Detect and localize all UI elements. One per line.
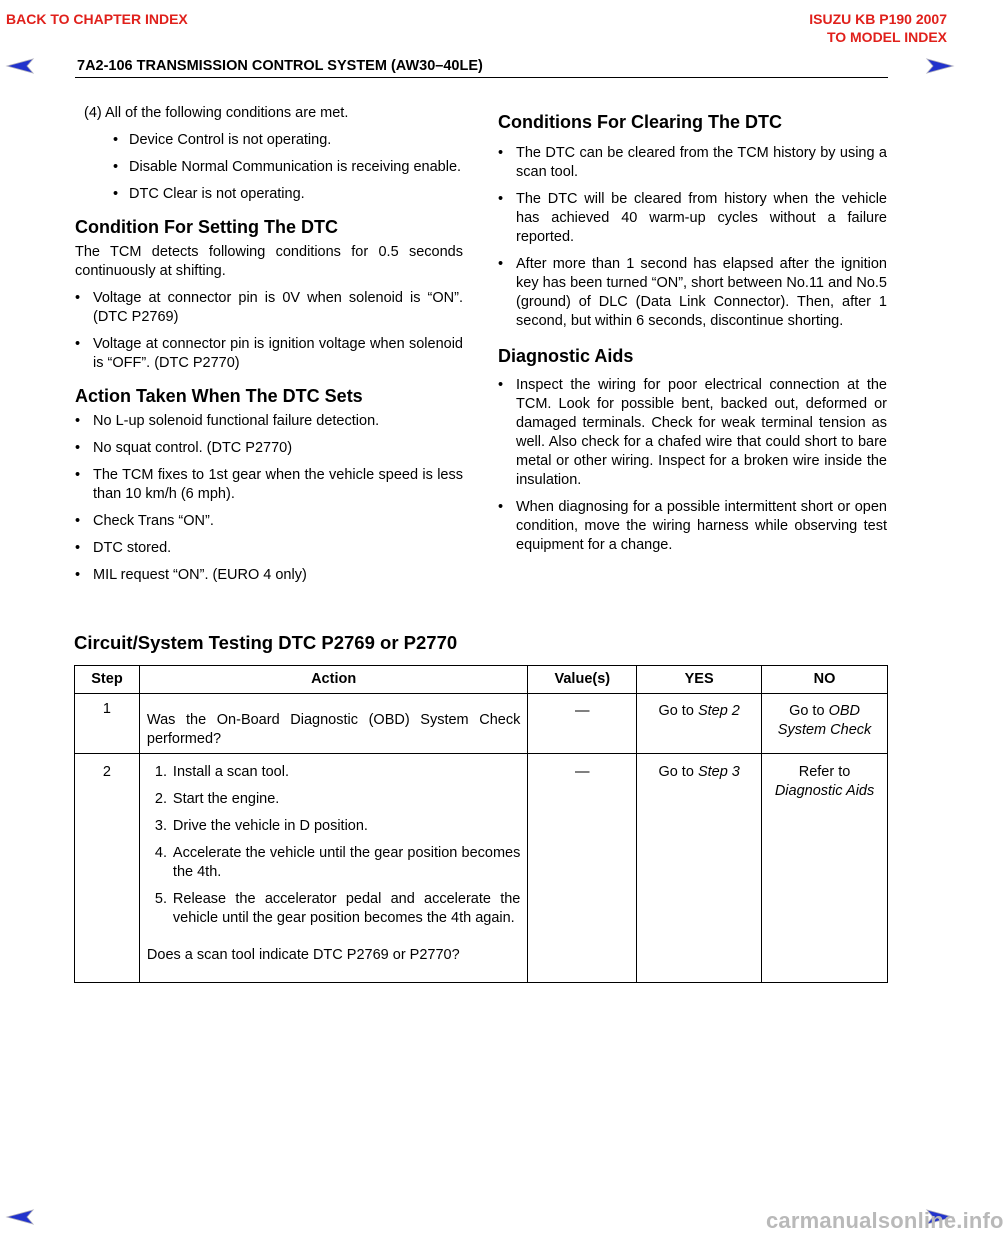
action-bullet: • DTC stored. [75,539,463,558]
aids-bullet: • When diagnosing for a possible intermittent short or open condition, move the wiring harness while observing test equipment for a change. [498,498,887,555]
value-text: — [575,703,590,719]
step-cell [75,694,140,754]
step-number: 2 [102,764,111,780]
to-model-index-link[interactable]: TO MODEL INDEX [826,29,947,45]
setting-heading: Condition For Setting The DTC [75,217,338,237]
action-bullet: • No squat control. (DTC P2770) [75,439,463,458]
no-prefix: Go to [789,703,829,719]
model-title-link[interactable]: ISUZU KB P190 2007 [809,11,947,27]
action-text: Was the On-Board Diagnostic (OBD) System Check performed? [146,712,521,747]
next-page-arrow-icon[interactable] [925,57,955,75]
setting-bullet: • Voltage at connector pin is ignition voltage when solenoid is “OFF”. (DTC P2770) [75,335,463,373]
column-header: NO [762,666,888,694]
prev-page-arrow-icon[interactable] [5,57,35,75]
action-bullet: • No L-up solenoid functional failure detection. [75,412,463,431]
action-heading: Action Taken When The DTC Sets [75,386,363,406]
right-column [498,113,887,555]
condition-bullet: • Disable Normal Communication is receiving enable. [75,158,463,177]
setting-bullet: • Voltage at connector pin is 0V when solenoid is “ON”. (DTC P2769) [75,289,463,327]
substep-item: 4. Accelerate the vehicle until the gear position becomes the 4th. [154,845,521,880]
no-link[interactable]: OBD System Check [777,703,872,738]
column-header: Step [75,666,140,694]
prev-page-arrow-icon[interactable] [5,1208,35,1226]
yes-link[interactable]: Step 2 [697,703,740,719]
setting-intro: The TCM detects following conditions for 0.5 seconds continuously at shifting. [75,244,463,279]
watermark: carmanualsonline.info [766,1208,1004,1233]
action-question: Does a scan tool indicate DTC P2769 or P2770? [146,947,460,963]
condition-bullet: • DTC Clear is not operating. [75,185,463,204]
clearing-bullet: • The DTC can be cleared from the TCM history by using a scan tool. [498,144,887,182]
value-cell [528,754,637,983]
column-header: Value(s) [528,666,637,694]
substep-item: 3. Drive the vehicle in D position. [154,818,368,834]
left-column [75,104,463,585]
clearing-bullet: • After more than 1 second has elapsed after the ignition key has been turned “ON”, short between No.11 and No.5 (ground) of DLC (Data Link Connector). Then, after 1 second, but within 6 seconds, discontinue shorting. [498,255,887,331]
action-bullet: • Check Trans “ON”. [75,512,463,531]
no-cell [762,754,888,983]
yes-prefix: Go to [658,764,698,780]
action-bullet: • The TCM fixes to 1st gear when the vehicle speed is less than 10 km/h (6 mph). [75,466,463,504]
substep-item: 2. Start the engine. [154,791,280,807]
back-to-chapter-index-link[interactable]: BACK TO CHAPTER INDEX [6,11,188,27]
substep-list [147,763,520,928]
testing-table [74,665,888,983]
page-header-title: 7A2-106 TRANSMISSION CONTROL SYSTEM (AW30–40LE) [77,58,483,74]
clearing-heading: Conditions For Clearing The DTC [498,112,782,132]
column-header: YES [637,666,762,694]
table-header-row [75,666,888,694]
table-row [75,754,888,983]
substep-item: 1. Install a scan tool. [154,764,289,780]
yes-link[interactable]: Step 3 [697,764,740,780]
no-prefix: Refer to [798,764,851,780]
value-cell [528,694,637,754]
condition-bullet: • Device Control is not operating. [75,131,463,150]
step-cell [75,754,140,983]
column-header: Action [139,666,527,694]
value-text: — [575,764,590,780]
aids-bullet: • Inspect the wiring for poor electrical connection at the TCM. Look for possible bent, backed out, deformed or damaged terminals. Check for weak terminal tension as well. Also check for a chafed wire that could short to bare metal or other wiring. Inspect for a broken wire inside the insulation. [498,376,887,490]
table-row [75,694,888,754]
yes-cell [637,754,762,983]
header-rule [75,77,888,78]
testing-heading: Circuit/System Testing DTC P2769 or P2770 [74,632,458,653]
substep-item: 5. Release the accelerator pedal and accelerate the vehicle until the gear position becomes the 4th again. [154,891,521,926]
yes-cell [637,694,762,754]
step-number: 1 [102,701,111,717]
no-link[interactable]: Diagnostic Aids [774,783,875,799]
no-cell [762,694,888,754]
clearing-bullet: • The DTC will be cleared from history when the vehicle has achieved 40 warm-up cycles without a failure reported. [498,190,887,247]
yes-prefix: Go to [658,703,698,719]
condition-item-4: (4) All of the following conditions are met. [84,105,349,121]
action-cell [139,754,527,983]
action-cell [139,694,527,754]
aids-heading: Diagnostic Aids [498,346,634,366]
action-bullet: • MIL request “ON”. (EURO 4 only) [75,566,463,585]
